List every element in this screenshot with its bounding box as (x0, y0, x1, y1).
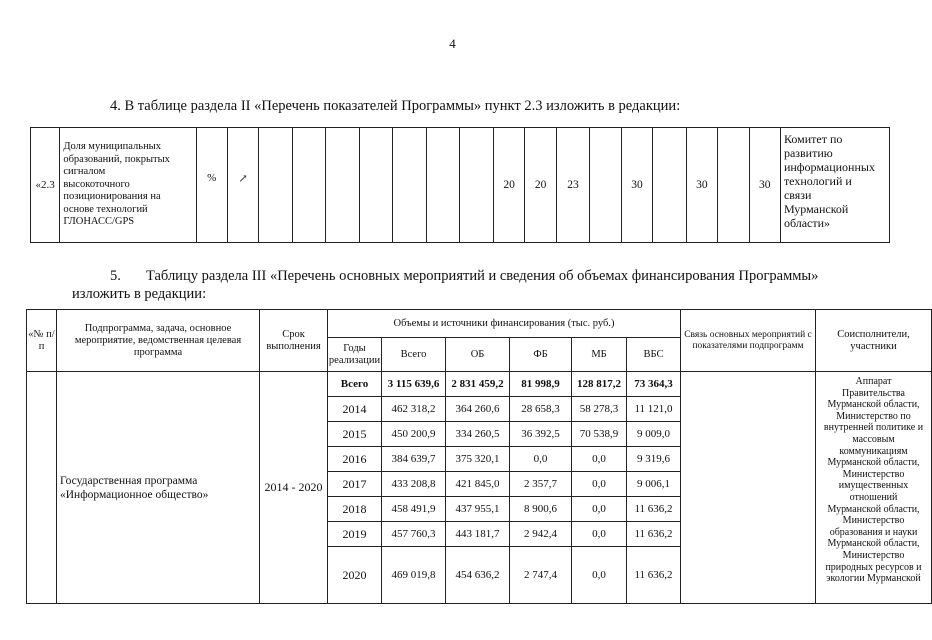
unit: % (196, 128, 227, 243)
header-coexec: Соисполнители, участники (816, 310, 932, 372)
header-program: Подпрограмма, задача, основное мероприятие, ведомственная целевая программа (57, 310, 260, 372)
indicator-row (31, 128, 890, 243)
section-5-heading: 5. Таблицу раздела III «Перечень основных мероприятий и сведения об объемах финансирования Программы» (110, 268, 819, 284)
total-cell: 3 115 639,6 (382, 372, 446, 397)
vbs-cell: 11 636,2 (627, 497, 681, 522)
total-cell: 433 208,8 (382, 472, 446, 497)
value-cell (393, 128, 427, 243)
total-cell: 450 200,9 (382, 422, 446, 447)
coexecutor-cell: Комитет по развитию информационных технологий и связи Мурманской области» (780, 128, 889, 243)
fb-cell: 81 998,9 (510, 372, 572, 397)
vbs-cell: 9 006,1 (627, 472, 681, 497)
header-years: Годы реализации (328, 338, 382, 372)
value-cell (326, 128, 360, 243)
mb-cell: 0,0 (572, 447, 627, 472)
year-cell: 2014 (328, 397, 382, 422)
program-name: Государственная программа «Информационное общество» (57, 372, 260, 604)
ob-cell: 375 320,1 (446, 447, 510, 472)
total-cell: 384 639,7 (382, 447, 446, 472)
total-cell: 457 760,3 (382, 522, 446, 547)
fb-cell: 2 942,4 (510, 522, 572, 547)
direction-mark: ↗ (227, 128, 258, 243)
row-number-empty (27, 372, 57, 604)
value-cell: 20 (493, 128, 524, 243)
header-term: Срок выполнения (260, 310, 328, 372)
mb-cell: 0,0 (572, 472, 627, 497)
vbs-cell: 11 636,2 (627, 547, 681, 604)
mb-cell: 58 278,3 (572, 397, 627, 422)
header-ob: ОБ (446, 338, 510, 372)
year-cell: 2020 (328, 547, 382, 604)
ob-cell: 437 955,1 (446, 497, 510, 522)
year-cell: 2017 (328, 472, 382, 497)
header-total: Всего (382, 338, 446, 372)
link-cell (681, 372, 816, 604)
table-row (27, 372, 932, 397)
mb-cell: 0,0 (572, 497, 627, 522)
vbs-cell: 11 121,0 (627, 397, 681, 422)
year-cell: Всего (328, 372, 382, 397)
ob-cell: 334 260,5 (446, 422, 510, 447)
vbs-cell: 11 636,2 (627, 522, 681, 547)
mb-cell: 0,0 (572, 522, 627, 547)
ob-cell: 443 181,7 (446, 522, 510, 547)
value-cell (653, 128, 687, 243)
section-5-heading-continued: изложить в редакции: (72, 286, 207, 302)
fb-cell: 8 900,6 (510, 497, 572, 522)
header-fb: ФБ (510, 338, 572, 372)
value-cell: 20 (525, 128, 556, 243)
row-number: «2.3 (31, 128, 60, 243)
mb-cell: 128 817,2 (572, 372, 627, 397)
header-vbs: ВБС (627, 338, 681, 372)
value-cell (590, 128, 621, 243)
vbs-cell: 9 009,0 (627, 422, 681, 447)
vbs-cell: 9 319,6 (627, 447, 681, 472)
vbs-cell: 73 364,3 (627, 372, 681, 397)
value-cell: 23 (556, 128, 590, 243)
ob-cell: 421 845,0 (446, 472, 510, 497)
header-row (27, 310, 932, 338)
total-cell: 458 491,9 (382, 497, 446, 522)
total-cell: 462 318,2 (382, 397, 446, 422)
financing-table (26, 309, 932, 604)
fb-cell: 2 357,7 (510, 472, 572, 497)
page-number: 4 (449, 36, 456, 51)
mb-cell: 0,0 (572, 547, 627, 604)
value-cell (292, 128, 326, 243)
value-cell (259, 128, 293, 243)
value-cell: 30 (686, 128, 717, 243)
value-cell: 30 (749, 128, 780, 243)
value-cell (359, 128, 393, 243)
ob-cell: 364 260,6 (446, 397, 510, 422)
total-cell: 469 019,8 (382, 547, 446, 604)
year-cell: 2015 (328, 422, 382, 447)
fb-cell: 36 392,5 (510, 422, 572, 447)
value-cell (460, 128, 494, 243)
header-mb: МБ (572, 338, 627, 372)
term: 2014 - 2020 (260, 372, 328, 604)
year-cell: 2018 (328, 497, 382, 522)
year-cell: 2016 (328, 447, 382, 472)
value-cell (718, 128, 749, 243)
fb-cell: 0,0 (510, 447, 572, 472)
header-num: «№ п/п (27, 310, 57, 372)
coexecutors-cell: Аппарат Правительства Мурманской области, Министерство по внутренней политике и массовым коммуникациям Мурманской области, Министерство имущественных отношений Мурманской области, Министерство образования и науки Мурманской области, Министерство природных ресурсов и экологии Мурманской (816, 372, 932, 604)
header-funding: Объемы и источники финансирования (тыс. руб.) (328, 310, 681, 338)
section-4-heading: 4. В таблице раздела II «Перечень показателей Программы» пункт 2.3 изложить в редакции: (110, 98, 681, 114)
value-cell: 30 (621, 128, 652, 243)
header-link: Связь основных мероприятий с показателями подпрограмм (681, 310, 816, 372)
mb-cell: 70 538,9 (572, 422, 627, 447)
value-cell (426, 128, 460, 243)
fb-cell: 28 658,3 (510, 397, 572, 422)
fb-cell: 2 747,4 (510, 547, 572, 604)
ob-cell: 454 636,2 (446, 547, 510, 604)
year-cell: 2019 (328, 522, 382, 547)
indicators-table (30, 127, 890, 243)
indicator-name: Доля муниципальных образований, покрытых сигналом высокоточного позиционирования на основе технологий ГЛОНАСС/GPS (60, 128, 196, 243)
ob-cell: 2 831 459,2 (446, 372, 510, 397)
